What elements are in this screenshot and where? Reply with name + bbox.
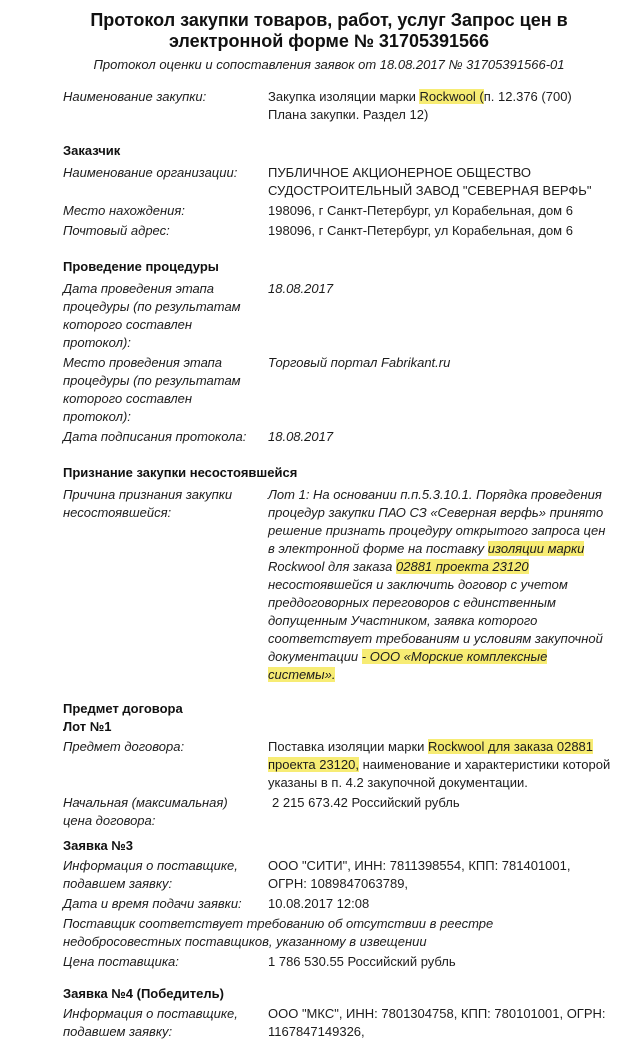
- page-subtitle: Протокол оценки и сопоставления заявок от 18.08.2017 № 31705391566-01: [93, 57, 565, 72]
- field-label: Информация о поставщике, подавшем заявку:: [63, 858, 238, 891]
- contract-start-price-row: [63, 794, 611, 830]
- field-label: Предмет договора:: [63, 739, 185, 754]
- bid3-submission-datetime-row: [63, 895, 611, 913]
- section-heading-failure: Признание закупки несостоявшейся: [63, 465, 298, 480]
- field-label: Дата подписания протокола:: [63, 429, 247, 444]
- procedure-stage-date-row: [63, 280, 611, 352]
- bid4-supplier-info-row: [63, 1005, 611, 1041]
- field-value: 198096, г Санкт-Петербург, ул Корабельная, дом 6: [268, 223, 573, 238]
- subheading-bid-3: Заявка №3: [63, 838, 134, 853]
- field-value: ПУБЛИЧНОЕ АКЦИОНЕРНОЕ ОБЩЕСТВО СУДОСТРОИТЕЛЬНЫЙ ЗАВОД "СЕВЕРНАЯ ВЕРФЬ": [268, 165, 592, 198]
- highlighted-text: Rockwool для заказа 02881 проекта 23120,: [268, 739, 594, 772]
- field-value: 1 786 530.55 Российский рубль: [268, 954, 456, 969]
- failure-reason-row: [63, 486, 611, 684]
- page-title: Протокол закупки товаров, работ, услуг Запрос цен в электронной форме № 31705391566: [90, 10, 568, 51]
- customer-postal-row: [63, 222, 611, 240]
- field-label: Наименование закупки:: [63, 89, 207, 104]
- field-value: 2 215 673.42 Российский рубль: [272, 795, 460, 810]
- highlighted-text: Rockwool (: [419, 89, 484, 104]
- section-heading-contract: Предмет договора: [63, 701, 183, 716]
- field-value: 10.08.2017 12:08: [268, 896, 370, 911]
- procedure-stage-place-row: [63, 354, 611, 426]
- purchase-name-row: [63, 88, 611, 124]
- field-value: 198096, г Санкт-Петербург, ул Корабельная, дом 6: [268, 203, 573, 218]
- procedure-signing-date-row: [63, 428, 611, 446]
- subheading-lot-1: Лот №1: [63, 719, 112, 734]
- field-value: 18.08.2017: [268, 281, 334, 296]
- field-label: Дата проведения этапа процедуры (по результатам которого составлен протокол):: [63, 281, 241, 350]
- field-value: Закупка изоляции марки Rockwool (п. 12.376 (700) Плана закупки. Раздел 12): [268, 89, 572, 122]
- field-label: Наименование организации:: [63, 165, 238, 180]
- field-label: Информация о поставщике, подавшем заявку:: [63, 1006, 238, 1039]
- field-value: 18.08.2017: [268, 429, 334, 444]
- field-value: Поставка изоляции марки Rockwool для заказа 02881 проекта 23120, наименование и характеристики которой указаны в п. 4.2 закупочной документации.: [268, 739, 611, 790]
- field-label: Почтовый адрес:: [63, 223, 170, 238]
- bid3-price-row: [63, 953, 611, 971]
- section-heading-customer: Заказчик: [63, 143, 121, 158]
- contract-subject-row: [63, 738, 611, 792]
- field-value: Лот 1: На основании п.п.5.3.10.1. Порядка проведения процедур закупки ПАО СЗ «Северная верфь» принято решение признать процедуру открытого запроса цен в электронной форме на поставку изоляции марки Rockwool для заказа 02881 проекта 23120 несостоявшейся и заключить договор с учетом преддоговорных переговоров с единственным допущенным Участником, заявка которого соответствует требованиям и условиям закупочной документации - ООО «Морские комплексные системы».: [268, 487, 606, 682]
- field-value: ООО "МКС", ИНН: 7801304758, КПП: 780101001, ОГРН: 1167847149326,: [268, 1006, 606, 1039]
- section-heading-procedure: Проведение процедуры: [63, 259, 219, 274]
- field-label: Начальная (максимальная) цена договора:: [63, 795, 228, 828]
- highlighted-text: 02881 проекта 23120: [396, 559, 529, 574]
- field-label: Цена поставщика:: [63, 954, 179, 969]
- bid3-compliance-statement: Поставщик соответствует требованию об отсутствии в реестре недобросовестных поставщиков, указанному в извещении: [63, 916, 494, 949]
- customer-location-row: [63, 202, 611, 220]
- highlighted-text: - ООО «Морские комплексные системы».: [268, 649, 548, 682]
- field-value: ООО "СИТИ", ИНН: 7811398554, КПП: 781401001, ОГРН: 1089847063789,: [268, 858, 571, 891]
- bid3-supplier-info-row: [63, 857, 611, 893]
- field-label: Причина признания закупки несостоявшейся:: [63, 487, 233, 520]
- customer-org-row: [63, 164, 611, 200]
- field-label: Место нахождения:: [63, 203, 185, 218]
- subheading-bid-4-winner: Заявка №4 (Победитель): [63, 986, 224, 1001]
- field-label: Место проведения этапа процедуры (по результатам которого составлен протокол):: [63, 355, 241, 424]
- field-value: Торговый портал Fabrikant.ru: [268, 355, 451, 370]
- highlighted-text: изоляции марки: [487, 541, 585, 556]
- field-label: Дата и время подачи заявки:: [63, 896, 242, 911]
- document-header: [23, 10, 635, 74]
